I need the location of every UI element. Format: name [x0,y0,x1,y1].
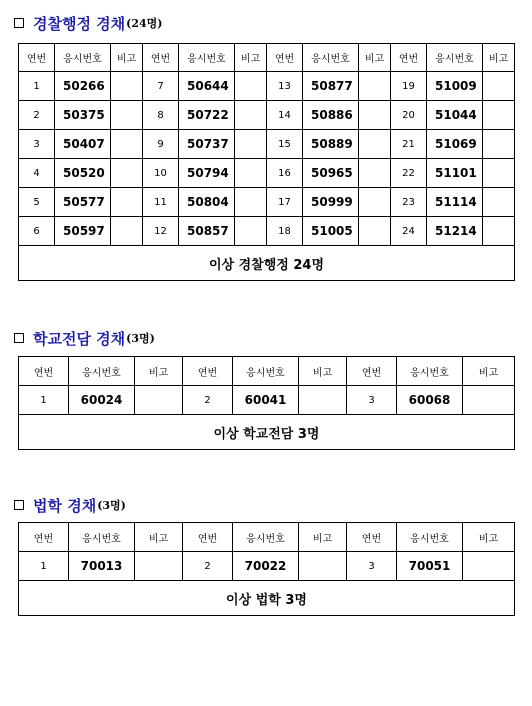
col-header-serial: 연번 [19,357,69,386]
header-row [19,523,515,552]
serial-cell: 1 [19,386,69,415]
col-header-exam-number: 응시번호 [55,44,111,72]
col-header-serial: 연번 [19,44,55,72]
exam-number-cell: 50722 [179,101,235,130]
exam-number-cell: 51069 [427,130,483,159]
exam-number-cell: 50407 [55,130,111,159]
table-row [19,386,515,415]
col-header-exam-number: 응시번호 [397,523,463,552]
serial-cell: 3 [347,386,397,415]
serial-cell: 8 [143,101,179,130]
remarks-cell [359,130,391,159]
summary-cell: 이상 경찰행정 24명 [19,246,515,281]
header-row [19,357,515,386]
exam-number-cell: 50577 [55,188,111,217]
remarks-cell [359,101,391,130]
section-title: 법학 경채 [33,496,97,515]
section-title: 학교전담 경채 [33,329,126,348]
remarks-cell [359,159,391,188]
remarks-cell [483,159,515,188]
section-title: 경찰행정 경채 [33,14,126,33]
exam-number-cell: 50877 [303,72,359,101]
col-header-exam-number: 응시번호 [179,44,235,72]
exam-number-cell: 50804 [179,188,235,217]
remarks-cell [111,72,143,101]
table-school-dedicated [18,356,514,450]
col-header-serial: 연번 [347,523,397,552]
remarks-cell [235,130,267,159]
col-header-exam-number: 응시번호 [427,44,483,72]
table-row [19,101,515,130]
serial-cell: 17 [267,188,303,217]
table-row [19,130,515,159]
summary-cell: 이상 법학 3명 [19,581,515,616]
serial-cell: 24 [391,217,427,246]
remarks-cell [463,386,515,415]
serial-cell: 3 [347,552,397,581]
exam-number-cell: 51114 [427,188,483,217]
col-header-remarks: 비고 [135,523,183,552]
table-row [19,159,515,188]
exam-number-cell: 70051 [397,552,463,581]
remarks-cell [111,130,143,159]
remarks-cell [483,72,515,101]
table-row [19,188,515,217]
remarks-cell [235,217,267,246]
exam-number-cell: 50644 [179,72,235,101]
serial-cell: 22 [391,159,427,188]
section-count: (24명) [126,17,163,30]
serial-cell: 2 [19,101,55,130]
col-header-exam-number: 응시번호 [303,44,359,72]
remarks-cell [135,552,183,581]
exam-number-cell: 50520 [55,159,111,188]
serial-cell: 6 [19,217,55,246]
remarks-cell [359,72,391,101]
exam-number-cell: 60024 [69,386,135,415]
serial-cell: 7 [143,72,179,101]
remarks-cell [111,188,143,217]
header-row [19,44,515,72]
remarks-cell [359,217,391,246]
remarks-cell [111,159,143,188]
checkbox-icon [14,333,24,343]
serial-cell: 20 [391,101,427,130]
remarks-cell [111,217,143,246]
col-header-remarks: 비고 [463,523,515,552]
col-header-remarks: 비고 [135,357,183,386]
col-header-exam-number: 응시번호 [69,523,135,552]
serial-cell: 19 [391,72,427,101]
exam-number-cell: 50597 [55,217,111,246]
checkbox-icon [14,500,24,510]
exam-number-cell: 51044 [427,101,483,130]
col-header-remarks: 비고 [483,44,515,72]
col-header-serial: 연번 [347,357,397,386]
col-header-remarks: 비고 [463,357,515,386]
exam-number-cell: 50889 [303,130,359,159]
exam-number-cell: 70013 [69,552,135,581]
remarks-cell [299,386,347,415]
serial-cell: 16 [267,159,303,188]
col-header-remarks: 비고 [299,357,347,386]
checkbox-icon [14,18,24,28]
col-header-serial: 연번 [143,44,179,72]
col-header-remarks: 비고 [111,44,143,72]
serial-cell: 4 [19,159,55,188]
section-heading-police-admin [14,12,163,34]
serial-cell: 18 [267,217,303,246]
remarks-cell [483,101,515,130]
table-row [19,552,515,581]
exam-number-cell: 51214 [427,217,483,246]
col-header-remarks: 비고 [235,44,267,72]
exam-number-cell: 50794 [179,159,235,188]
serial-cell: 2 [183,386,233,415]
remarks-cell [463,552,515,581]
serial-cell: 15 [267,130,303,159]
serial-cell: 14 [267,101,303,130]
serial-cell: 3 [19,130,55,159]
exam-number-cell: 50375 [55,101,111,130]
remarks-cell [299,552,347,581]
remarks-cell [483,217,515,246]
serial-cell: 10 [143,159,179,188]
col-header-exam-number: 응시번호 [397,357,463,386]
serial-cell: 11 [143,188,179,217]
section-heading-school-dedicated [14,327,155,349]
remarks-cell [235,101,267,130]
summary-row [19,581,515,616]
remarks-cell [359,188,391,217]
exam-number-cell: 60041 [233,386,299,415]
exam-number-cell: 51101 [427,159,483,188]
col-header-remarks: 비고 [299,523,347,552]
section-count: (3명) [97,499,126,512]
serial-cell: 9 [143,130,179,159]
exam-number-cell: 50737 [179,130,235,159]
serial-cell: 21 [391,130,427,159]
table-police-admin [18,43,514,281]
serial-cell: 2 [183,552,233,581]
exam-number-cell: 50965 [303,159,359,188]
remarks-cell [235,159,267,188]
exam-number-cell: 50266 [55,72,111,101]
col-header-remarks: 비고 [359,44,391,72]
col-header-exam-number: 응시번호 [233,357,299,386]
serial-cell: 5 [19,188,55,217]
remarks-cell [235,72,267,101]
table-row [19,72,515,101]
remarks-cell [235,188,267,217]
exam-number-cell: 60068 [397,386,463,415]
serial-cell: 1 [19,552,69,581]
col-header-serial: 연번 [19,523,69,552]
exam-number-cell: 51009 [427,72,483,101]
section-heading-law [14,494,126,516]
serial-cell: 23 [391,188,427,217]
remarks-cell [483,130,515,159]
table-law [18,522,514,616]
serial-cell: 12 [143,217,179,246]
serial-cell: 1 [19,72,55,101]
summary-row [19,246,515,281]
remarks-cell [135,386,183,415]
summary-cell: 이상 학교전담 3명 [19,415,515,450]
serial-cell: 13 [267,72,303,101]
exam-number-cell: 51005 [303,217,359,246]
col-header-serial: 연번 [267,44,303,72]
summary-row [19,415,515,450]
exam-number-cell: 70022 [233,552,299,581]
exam-number-cell: 50857 [179,217,235,246]
remarks-cell [483,188,515,217]
col-header-serial: 연번 [183,357,233,386]
exam-number-cell: 50999 [303,188,359,217]
col-header-serial: 연번 [391,44,427,72]
table-row [19,217,515,246]
col-header-exam-number: 응시번호 [69,357,135,386]
remarks-cell [111,101,143,130]
col-header-serial: 연번 [183,523,233,552]
exam-number-cell: 50886 [303,101,359,130]
section-count: (3명) [126,332,155,345]
col-header-exam-number: 응시번호 [233,523,299,552]
